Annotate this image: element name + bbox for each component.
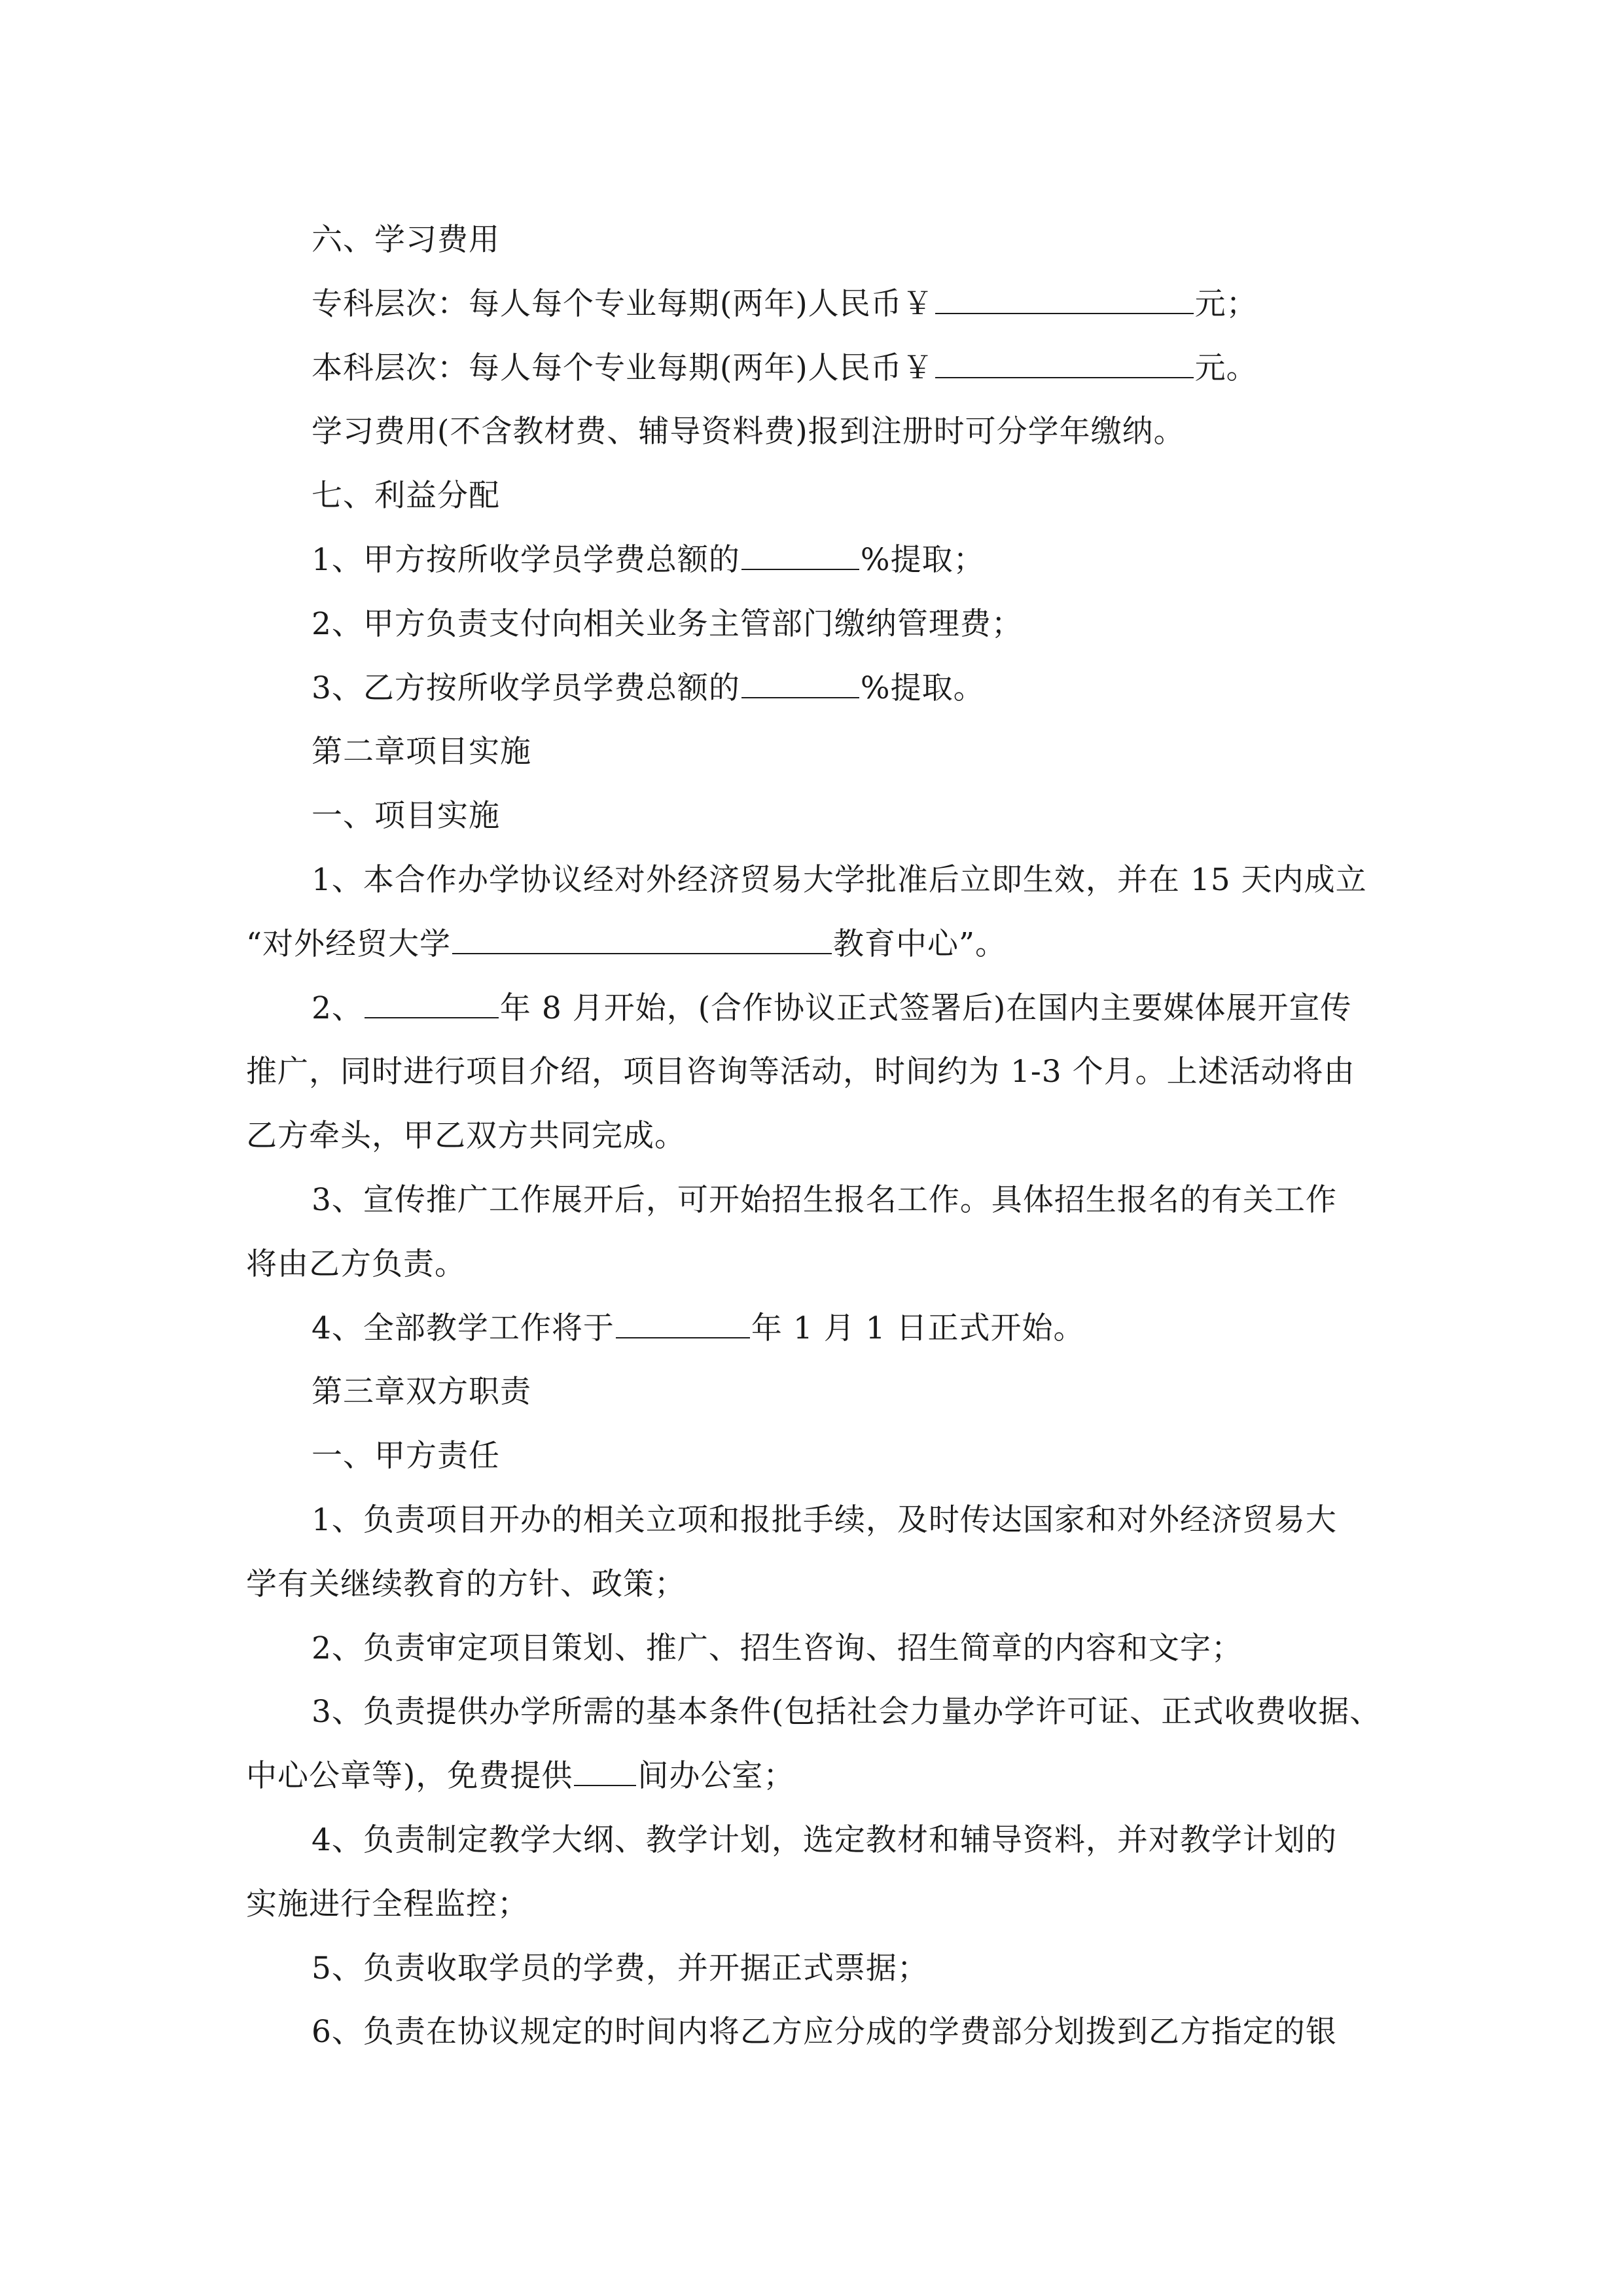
paragraph-line: 中心公章等)，免费提供 间办公室； <box>246 1758 795 1795</box>
year-blank <box>616 1311 750 1338</box>
percent-blank <box>741 671 859 698</box>
paragraph-line: 4、全部教学工作将于 年 1 月 1 日正式开始。 <box>312 1310 1085 1346</box>
paragraph-line: 3、负责提供办学所需的基本条件(包括社会力量办学许可证、正式收费收据、 <box>312 1694 1382 1731</box>
paragraph-line: 乙方牵头，甲乙双方共同完成。 <box>246 1118 686 1155</box>
profit-line-3: 3、乙方按所收学员学费总额的 %提取。 <box>312 670 985 706</box>
section-heading-implementation: 一、项目实施 <box>312 798 500 834</box>
section-heading-fees: 六、学习费用 <box>312 222 500 258</box>
paragraph-line: 2、 年 8 月开始，(合作协议正式签署后)在国内主要媒体展开宣传 <box>312 990 1352 1026</box>
fee-blank <box>935 287 1194 314</box>
paragraph-line: 4、负责制定教学大纲、教学计划，选定教材和辅导资料，并对教学计划的 <box>312 1821 1337 1858</box>
paragraph-line: 1、本合作办学协议经对外经济贸易大学批准后立即生效，并在 15 天内成立 <box>312 861 1367 898</box>
paragraph-line: 5、负责收取学员的学费，并开据正式票据； <box>312 1950 929 1986</box>
paragraph-line: 学有关继续教育的方针、政策； <box>246 1566 686 1602</box>
paragraph-line: 将由乙方负责。 <box>246 1246 466 1282</box>
year-blank <box>365 991 499 1018</box>
profit-line-1: 1、甲方按所收学员学费总额的 %提取； <box>312 541 985 578</box>
chapter-heading-2: 第二章项目实施 <box>312 734 531 770</box>
name-blank <box>452 927 832 954</box>
paragraph-line: 3、宣传推广工作展开后，可开始招生报名工作。具体招生报名的有关工作 <box>312 1181 1337 1218</box>
fee-line-bachelor: 本科层次：每人每个专业每期(两年)人民币￥ 元。 <box>312 350 1258 386</box>
paragraph-line: “对外经贸大学 教育中心”。 <box>246 925 1007 962</box>
paragraph-line: 学习费用(不含教材费、辅导资料费)报到注册时可分学年缴纳。 <box>312 414 1185 450</box>
percent-blank <box>741 543 859 570</box>
fee-line-associate: 专科层次：每人每个专业每期(两年)人民币￥ 元； <box>312 285 1258 322</box>
room-count-blank <box>574 1759 636 1786</box>
paragraph-line: 6、负责在协议规定的时间内将乙方应分成的学费部分划拨到乙方指定的银 <box>312 2014 1337 2051</box>
profit-line-2: 2、甲方负责支付向相关业务主管部门缴纳管理费； <box>312 605 1023 642</box>
section-heading-profit: 七、利益分配 <box>312 478 500 514</box>
paragraph-line: 2、负责审定项目策划、推广、招生咨询、招生简章的内容和文字； <box>312 1630 1243 1666</box>
chapter-heading-3: 第三章双方职责 <box>312 1374 531 1410</box>
section-heading-party-a: 一、甲方责任 <box>312 1438 500 1475</box>
paragraph-line: 实施进行全程监控； <box>246 1886 529 1922</box>
paragraph-line: 1、负责项目开办的相关立项和报批手续，及时传达国家和对外经济贸易大 <box>312 1501 1337 1538</box>
document-body <box>246 208 1382 2064</box>
paragraph-line: 推广，同时进行项目介绍，项目咨询等活动，时间约为 1-3 个月。上述活动将由 <box>246 1054 1355 1090</box>
fee-blank <box>935 351 1194 378</box>
